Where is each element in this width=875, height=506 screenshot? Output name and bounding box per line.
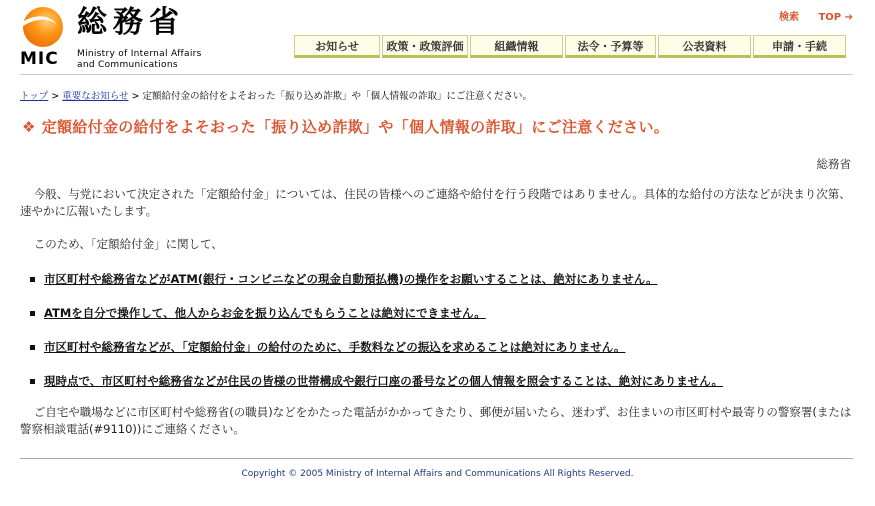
list-item — [30, 364, 860, 398]
global-nav — [294, 35, 854, 59]
warning-item-text: 市区町村や総務省などがATM(銀行・コンビニなどの現金自動預払機)の操作をお願いすることは、絶対にありません。 — [44, 272, 658, 286]
footer-divider — [20, 458, 853, 459]
square-bullet-icon — [30, 379, 35, 384]
breadcrumb-separator: > — [51, 91, 60, 102]
breadcrumb-separator: > — [131, 91, 140, 102]
nav-tab-laws-budget[interactable]: 法令・予算等 — [565, 35, 656, 58]
logo-abbreviation: MIC — [20, 49, 59, 69]
sun-emblem-icon — [23, 7, 63, 47]
square-bullet-icon — [30, 345, 35, 350]
copyright-footer: Copyright © 2005 Ministry of Internal Affairs and Communications All Rights Reserved. — [241, 469, 634, 479]
header-divider — [20, 74, 853, 75]
warning-item-text: 現時点で、市区町村や総務省などが住民の皆様の世帯構成や銀行口座の番号などの個人情報を照会することは、絶対にありません。 — [44, 374, 723, 388]
diamond-bullet-icon: ❖ — [22, 118, 36, 136]
breadcrumb-news-link[interactable]: 重要なお知らせ — [62, 91, 129, 102]
breadcrumb — [20, 88, 532, 102]
top-link[interactable]: TOP ➔ — [818, 12, 853, 23]
lead-paragraph: このため、「定額給付金」に関して、 — [33, 237, 223, 251]
list-item — [30, 296, 860, 330]
intro-paragraph: 今般、与党において決定された「定額給付金」については、住民の皆様へのご連絡や給付を行う段階ではありません。具体的な給付の方法などが決まり次第、速やかに広報いたします。 — [20, 187, 851, 218]
nav-tab-applications[interactable]: 申請・手続 — [753, 35, 846, 58]
square-bullet-icon — [30, 311, 35, 316]
breadcrumb-current: 定額給付金の給付をよそおった「振り込め詐欺」や「個人情報の詐取」にご注意ください。 — [142, 91, 533, 102]
mic-logo[interactable] — [20, 5, 240, 69]
warning-list — [30, 262, 860, 398]
list-item — [30, 262, 860, 296]
breadcrumb-home-link[interactable]: トップ — [20, 91, 49, 102]
nav-tab-organization[interactable]: 組織情報 — [470, 35, 563, 58]
nav-tab-publications[interactable]: 公表資料 — [658, 35, 751, 58]
warning-item-text: 市区町村や総務省などが、「定額給付金」の給付のために、手数料などの振込を求めることは絶対にありません。 — [44, 340, 626, 354]
logo-name-japanese: 総務省 — [77, 5, 185, 40]
logo-name-english-line2: and Communications — [77, 60, 178, 70]
list-item — [30, 330, 860, 364]
site-header — [0, 0, 875, 78]
nav-tab-policy[interactable]: 政策・政策評価 — [382, 35, 468, 58]
logo-name-english-line1: Ministry of Internal Affairs — [77, 49, 202, 59]
top-links — [763, 8, 853, 23]
contact-paragraph: ご自宅や職場などに市区町村や総務省(の職員)などをかたった電話がかかってきたり、郵便が届いたら、迷わず、お住まいの市区町村や最寄りの警察署(または警察相談電話(#9110))にご連絡ください。 — [20, 405, 852, 436]
nav-tab-news[interactable]: お知らせ — [294, 35, 380, 58]
search-link[interactable]: 検索 — [779, 12, 799, 23]
warning-item-text: ATMを自分で操作して、他人からお金を振り込んでもらうことは絶対にできません。 — [44, 306, 486, 320]
page-title-text: 定額給付金の給付をよそおった「振り込め詐欺」や「個人情報の詐取」にご注意ください。 — [41, 118, 670, 136]
square-bullet-icon — [30, 277, 35, 282]
author-label: 総務省 — [816, 157, 851, 171]
page-title — [22, 116, 669, 137]
